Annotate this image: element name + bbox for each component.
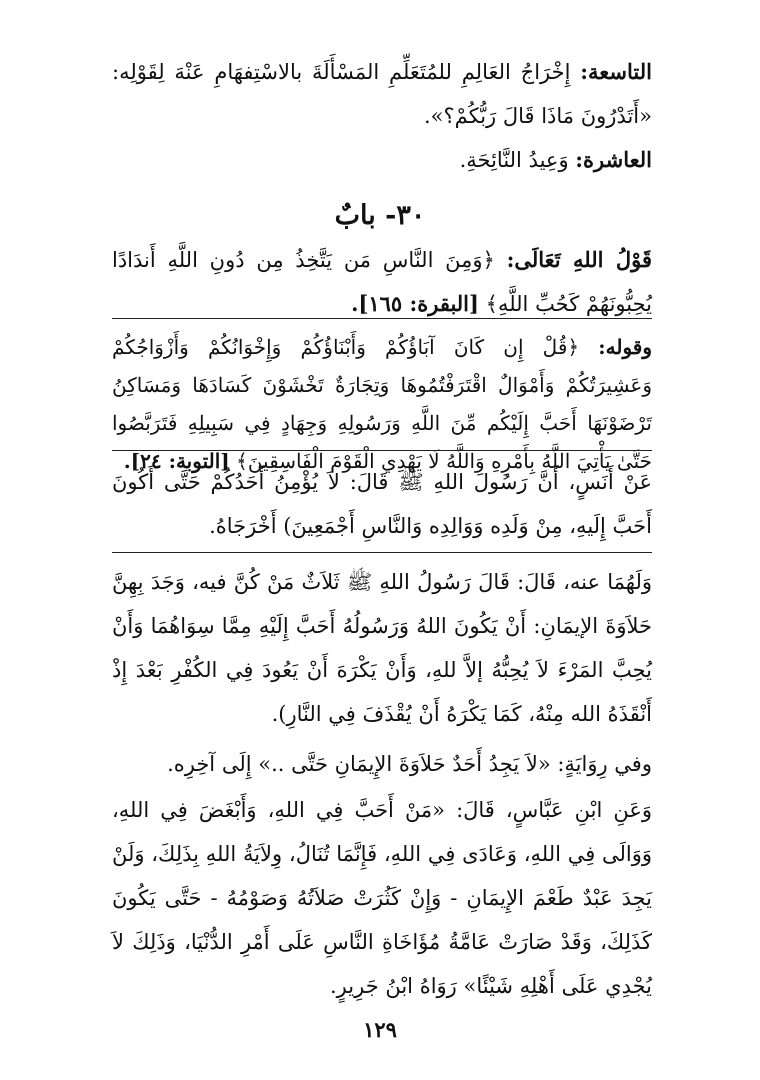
verse-tawbah-intro: وقوله: — [598, 335, 652, 359]
section-divider — [112, 450, 652, 451]
verse-baqarah-ref: [البقرة: ١٦٥]. — [351, 291, 479, 316]
list-item-ninth-text: إِخْرَاجُ العَالِمِ للمُتَعَلِّمِ المَسْأَلَةَ بالاسْتِفهَامِ عَنْهَ لِقَوْلِه: «أَتَدْرُونَ مَاذَا قَالَ رَبُّكُمْ؟». — [112, 60, 652, 128]
list-item-ninth-label: التاسعة: — [580, 59, 652, 84]
page-number: ١٢٩ — [363, 1017, 397, 1042]
verse-baqarah-quote: ﴿وَمِنَ النَّاسِ مَن يَتَّخِذُ مِن دُونِ اللَّهِ أَندَادًا يُحِبُّونَهُمْ كَحُبِّ اللَّهِ﴾ — [112, 248, 652, 316]
list-item-tenth-text: وَعِيدُ النَّائِحَةِ. — [459, 148, 569, 172]
chapter-title: ٣٠- بابٌ — [334, 200, 426, 231]
list-item-tenth — [112, 138, 652, 182]
verse-tawbah-ref: [التوبة: ٢٤]. — [123, 449, 230, 473]
hadith-three-qualities: وَلَهُمَا عنه، قَالَ: قَالَ رَسُولُ اللهِ ﷺ ثَلاَثٌ مَنْ كُنَّ فيه، وَجَدَ بِهِنَّ حَلاَوَةَ الإيمَانِ: أَنْ يَكُونَ اللهُ وَرَسُولُهُ أَحَبَّ إِلَيْهِ مِمَّا سِوَاهُمَا وَأَنْ يُحِبَّ المَرْءَ لاَ يُحِبُّهُ إلاَّ للهِ، وَأَنْ يَكْرَهَ أَنْ يَعُودَ فِي الكُفْرِ بَعْدَ إِذْ أَنْقَذَهُ الله مِنْهُ، كَمَا يَكْرَهُ أَنْ يُقْذَفَ فِي النَّارِ). — [112, 570, 652, 726]
list-item-ninth — [112, 50, 652, 138]
verse-baqarah-intro: قَوْلُ اللهِ تَعَالَى: — [506, 247, 652, 272]
verse-baqarah — [112, 238, 652, 326]
verse-tawbah — [112, 328, 652, 480]
hadith-anas: عَنْ أَنَسٍ، أَنَّ رَسُولَ اللهِ ﷺ قَالَ: لاَ يُؤْمِنُ أَحَدُكُمْ حَتَّى أَكُونَ أَحَبَّ إِلَيهِ، مِنْ وَلَدِه وَوَالِدِه وَالنَّاسِ أَجْمَعِينَ) أَخْرَجَاهُ. — [112, 470, 652, 538]
athar-ibn-abbas: وَعَنِ ابْنِ عَبَّاسٍ، قَالَ: «مَنْ أَحَبَّ فِي اللهِ، وَأَبْغَضَ فِي اللهِ، وَوَالَى فِي اللهِ، وَعَادَى فِي اللهِ، فَإِنَّمَا تُنَالُ، وِلاَيَةُ اللهِ بِذَلِكَ، وَلَنْ يَجِدَ عَبْدٌ طَعْمَ الإِيمَانِ - وَإِنْ كَثُرَتْ صَلاَتُهُ وَصَوْمُهُ - حَتَّى يَكُونَ كَذَلِكَ، وَقَدْ صَارَتْ عَامَّةُ مُؤَاخَاةِ النَّاسِ عَلَى أَمْرِ الدُّنْيَا، وَذَلِكَ لاَ يُجْدِي عَلَى أَهْلِهِ شَيْئًا» رَوَاهُ ابْنُ جَرِيرٍ. — [112, 798, 652, 998]
section-divider — [112, 552, 652, 553]
section-divider — [112, 318, 652, 319]
list-item-tenth-label: العاشرة: — [575, 147, 652, 172]
verse-tawbah-quote: ﴿قُلْ إِن كَانَ آبَاؤُكُمْ وَأَبْنَاؤُكُمْ وَإِخْوَانُكُمْ وَأَزْوَاجُكُمْ وَعَشِيرَتُكُمْ وَأَمْوَالٌ اقْتَرَفْتُمُوهَا وَتِجَارَةٌ تَخْشَوْنَ كَسَادَهَا وَمَسَاكِنُ تَرْضَوْنَهَا أَحَبَّ إِلَيْكُم مِّنَ اللَّهِ وَرَسُولِهِ وَجِهَادٍ فِي سَبِيلِهِ فَتَرَبَّصُوا حَتَّىٰ يَأْتِيَ اللَّهُ بِأَمْرِهِ وَاللَّهُ لَا يَهْدِي الْقَوْمَ الْفَاسِقِينَ﴾ — [112, 335, 652, 473]
riwaya-note: وفي رِوَايَةٍ: «لاَ يَجِدُ أَحَدٌ حَلاَوَةَ الإِيمَانِ حَتَّى ..» إِلَى آخِرِه. — [167, 752, 652, 776]
